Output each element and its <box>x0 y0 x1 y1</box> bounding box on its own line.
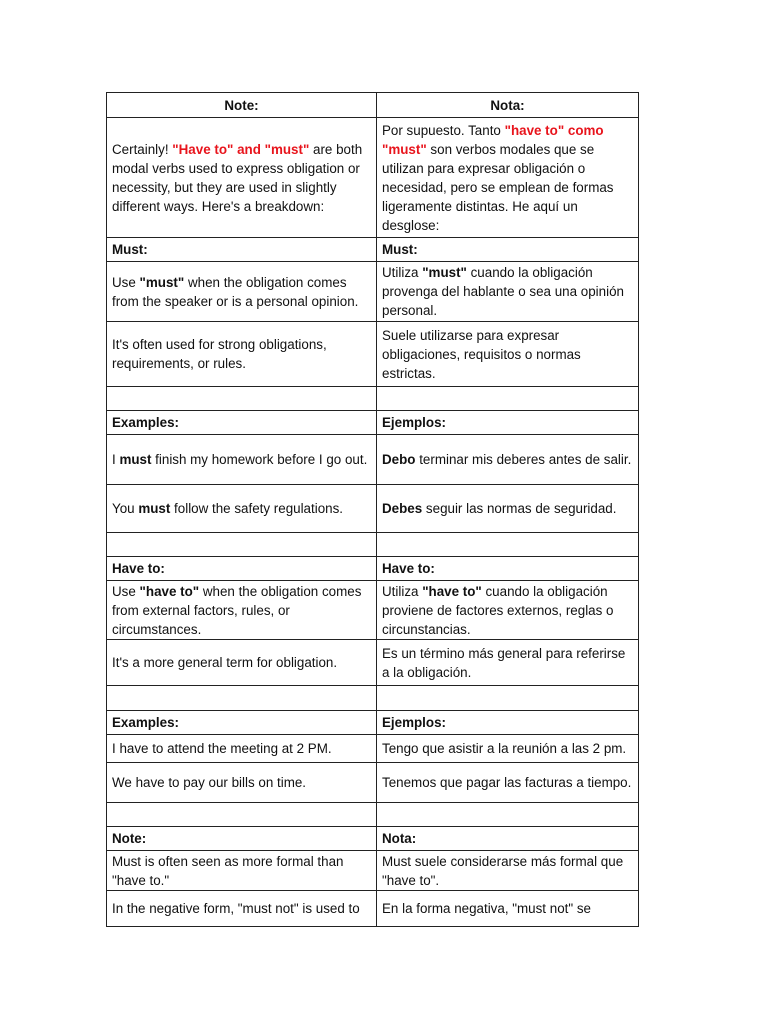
header-left: Note: <box>107 93 377 118</box>
intro-left: Certainly! "Have to" and "must" are both modal verbs used to express obligation or necessity, but they are used in slightly different ways. Here's a breakdown: <box>107 118 377 238</box>
must-row-1-left: Use "must" when the obligation comes from the speaker or is a personal opinion. <box>107 262 377 322</box>
header-right: Nota: <box>377 93 639 118</box>
must-heading-row <box>107 238 639 262</box>
intro-row <box>107 118 639 238</box>
must-example-2-left: You must follow the safety regulations. <box>107 485 377 533</box>
spacer-row <box>107 686 639 711</box>
must-row-1-right: Utiliza "must" cuando la obligación provenga del hablante o sea una opinión personal. <box>377 262 639 322</box>
header-row <box>107 93 639 118</box>
have-to-row-2-right: Es un término más general para referirse a la obligación. <box>377 640 639 686</box>
must-example-1-left: I must finish my homework before I go out. <box>107 435 377 485</box>
note-row-1-right: Must suele considerarse más formal que "have to". <box>377 851 639 891</box>
must-examples-heading-left: Examples: <box>107 411 377 435</box>
intro-right-highlight: "have to" como "must" <box>382 122 604 157</box>
have-to-example-1-right: Tengo que asistir a la reunión a las 2 pm. <box>377 735 639 763</box>
have-to-row-2 <box>107 640 639 686</box>
must-heading-left: Must: <box>107 238 377 262</box>
spacer-row <box>107 803 639 827</box>
have-to-heading-right: Have to: <box>377 557 639 581</box>
have-to-example-1 <box>107 735 639 763</box>
note-row-2 <box>107 891 639 927</box>
have-to-example-1-left: I have to attend the meeting at 2 PM. <box>107 735 377 763</box>
have-to-row-1 <box>107 581 639 640</box>
have-to-heading-row <box>107 557 639 581</box>
must-row-2-left: It's often used for strong obligations, requirements, or rules. <box>107 322 377 387</box>
must-row-2 <box>107 322 639 387</box>
intro-right: Por supuesto. Tanto "have to" como "must" son verbos modales que se utilizan para expresar obligación o necesidad, pero se emplean de formas ligeramente distintas. He aquí un desglose: <box>377 118 639 238</box>
have-to-examples-heading-left: Examples: <box>107 711 377 735</box>
have-to-example-2-right: Tenemos que pagar las facturas a tiempo. <box>377 763 639 803</box>
must-example-1 <box>107 435 639 485</box>
have-to-example-2-left: We have to pay our bills on time. <box>107 763 377 803</box>
note-row-1-left: Must is often seen as more formal than "have to." <box>107 851 377 891</box>
have-to-examples-heading-right: Ejemplos: <box>377 711 639 735</box>
have-to-heading-left: Have to: <box>107 557 377 581</box>
must-example-2-right: Debes seguir las normas de seguridad. <box>377 485 639 533</box>
have-to-row-1-right: Utiliza "have to" cuando la obligación proviene de factores externos, reglas o circunstancias. <box>377 581 639 640</box>
note-heading-right: Nota: <box>377 827 639 851</box>
intro-left-highlight: "Have to" and "must" <box>172 141 310 157</box>
have-to-row-1-left: Use "have to" when the obligation comes from external factors, rules, or circumstances. <box>107 581 377 640</box>
must-example-1-right: Debo terminar mis deberes antes de salir. <box>377 435 639 485</box>
have-to-row-2-left: It's a more general term for obligation. <box>107 640 377 686</box>
note-heading-row <box>107 827 639 851</box>
must-examples-heading-right: Ejemplos: <box>377 411 639 435</box>
spacer-row <box>107 387 639 411</box>
must-row-1 <box>107 262 639 322</box>
must-heading-right: Must: <box>377 238 639 262</box>
must-row-2-right: Suele utilizarse para expresar obligaciones, requisitos o normas estrictas. <box>377 322 639 387</box>
note-heading-left: Note: <box>107 827 377 851</box>
must-example-2 <box>107 485 639 533</box>
have-to-examples-heading-row <box>107 711 639 735</box>
note-row-2-right: En la forma negativa, "must not" se <box>377 891 639 927</box>
have-to-example-2 <box>107 763 639 803</box>
note-row-1 <box>107 851 639 891</box>
translation-table <box>106 92 639 927</box>
note-row-2-left: In the negative form, "must not" is used to <box>107 891 377 927</box>
spacer-row <box>107 533 639 557</box>
must-examples-heading-row <box>107 411 639 435</box>
